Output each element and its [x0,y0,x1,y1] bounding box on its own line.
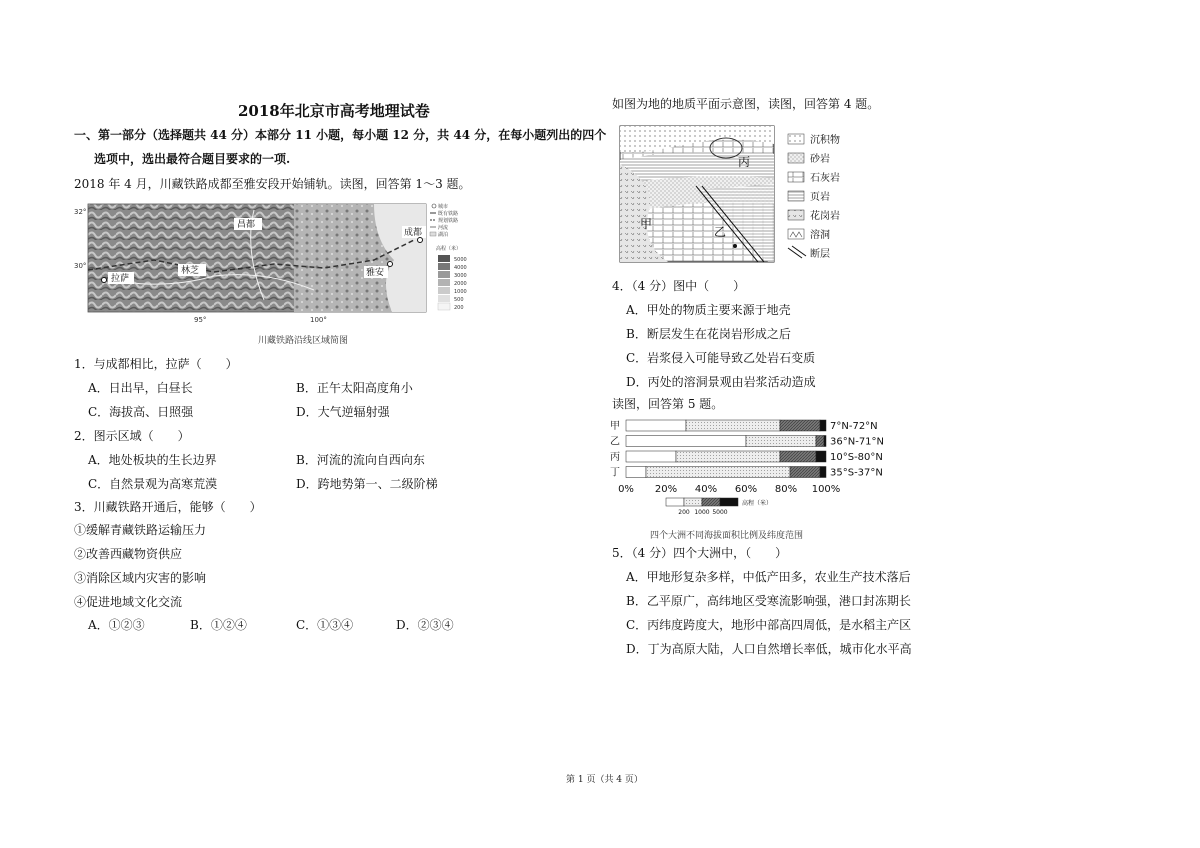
chart-caption: 四个大洲不同海拔面积比例及纬度范围 [650,531,804,541]
q3-statement-3: ③消除区域内灾害的影响 [74,571,207,585]
place-linzhi: 林芝 [181,266,200,276]
q2-option-d: D．跨地势第一、二级阶梯 [296,477,438,491]
geo-legend-sandstone: 砂岩 [810,154,830,165]
page-footer: 第 1 页（共 4 页） [566,775,643,785]
page-title: 2018年北京市高考地理试卷 [238,102,430,120]
map-legend-river: 河流 [438,225,449,231]
chart-tick-label: 80% [774,484,798,495]
chart-legend-swatch [666,498,684,506]
elev-legend-500: 500 [454,297,464,303]
lon-label-95: 95° [194,316,207,324]
map-legend-existing-rail: 既有铁路 [438,211,459,217]
q5-stem: 5．（4 分）四个大洲中，（ ） [612,546,788,560]
chart-bar-segment [816,451,826,462]
chart-bar-segment [626,467,646,478]
lon-label-100: 100° [310,316,327,324]
chart-legend-label: 1000 [694,509,710,516]
place-yaan: 雅安 [366,268,385,278]
chart-legend-swatch [702,498,720,506]
intro-q1-3: 2018 年 4 月，川藏铁路成都至雅安段开始铺轨。读图，回答第 1～3 题。 [74,177,471,191]
q1-stem: 1．与成都相比，拉萨（ ） [74,357,238,371]
chart-bar-segment [626,420,686,431]
q4-option-d: D．丙处的溶洞景观由岩浆活动造成 [626,375,816,389]
geo-label-bing: 丙 [738,155,751,169]
q3-statement-2: ②改善西藏物资供应 [74,547,183,561]
chart-tick-label: 20% [654,484,678,495]
lat-label-32: 32° [74,208,87,216]
elev-legend-title: 高程（米） [436,246,462,252]
continent-chart [610,418,890,528]
q1-option-a: A．日出早，白昼长 [88,381,193,395]
chart-tick-label: 100% [811,484,841,495]
q1-option-d: D．大气逆辐射强 [296,405,390,419]
place-changdu: 昌都 [237,220,256,230]
map-legend-city: 城市 [438,204,449,210]
geo-label-jia: 甲 [640,217,653,231]
elev-legend-5000: 5000 [454,257,467,263]
elev-legend-200: 200 [454,305,464,311]
elev-legend-3000: 3000 [454,273,467,279]
chart-category-label: 丁 [610,467,620,479]
place-chengdu: 成都 [404,228,423,238]
chart-tick-label: 40% [694,484,718,495]
chart-legend-label: 5000 [712,509,728,516]
chart-range-label: 36°N-71°N [830,436,885,448]
q4-option-b: B．断层发生在花岗岩形成之后 [626,327,791,341]
chart-tick-label: 0% [618,484,634,495]
chart-legend-swatch [684,498,702,506]
map-legend-lake: 湖泊 [438,232,449,238]
q4-stem: 4．（4 分）图中（ ） [612,279,746,293]
chart-category-label: 甲 [610,421,620,432]
place-lasa: 拉萨 [111,274,130,284]
lat-label-30: 30° [74,262,87,270]
q4-option-a: A．甲处的物质主要来源于地壳 [626,303,791,317]
continent-bar-chart [610,418,890,524]
q5-option-a: A．甲地形复杂多样，中低产田多，农业生产技术落后 [626,570,911,584]
chart-bar-segment [780,420,820,431]
q3-option-a: A．①②③ [88,618,145,632]
q1-option-c: C．海拔高、日照强 [88,405,194,419]
geo-legend-sediment: 沉积物 [810,135,840,146]
section-header-line2: 选项中，选出最符合题目要求的一项. [94,152,291,166]
q3-option-d: D．②③④ [396,618,454,632]
q2-option-a: A．地处板块的生长边界 [88,453,217,467]
chart-range-label: 35°S-37°N [830,467,883,479]
q3-option-b: B．①②④ [190,618,247,632]
railway-map-figure [74,200,474,334]
q5-option-b: B．乙平原广，高纬地区受寒流影响强，港口封冻期长 [626,594,911,608]
map-caption: 川藏铁路沿线区域简图 [258,336,349,346]
chart-legend-label: 200 [678,509,690,516]
q2-stem: 2．图示区域（ ） [74,429,190,443]
geo-legend-limestone: 石灰岩 [810,173,840,184]
chart-bar-segment [686,420,780,431]
geology-figure [618,124,858,270]
chart-range-label: 10°S-80°N [830,452,883,463]
chart-bar-segment [746,436,816,447]
q3-statement-1: ①缓解青藏铁路运输压力 [74,523,207,537]
chart-bar-segment [790,467,820,478]
intro-q5: 读图，回答第 5 题。 [612,397,724,411]
geo-legend-granite: 花岗岩 [810,211,840,222]
chart-tick-label: 60% [734,484,758,495]
chart-category-label: 丙 [610,452,620,463]
chart-bar-segment [626,436,746,447]
chart-bar-segment [676,451,780,462]
map-legend-planned-rail: 规划铁路 [438,218,459,224]
railway-map [74,200,474,330]
geology-legend [788,133,840,260]
q2-option-c: C．自然景观为高寒荒漠 [88,477,218,491]
map-legend [430,203,467,311]
chart-bar-segment [626,451,676,462]
geo-legend-fault: 断层 [810,249,830,260]
q1-option-b: B．正午太阳高度角小 [296,381,413,395]
chart-bar-segment [824,436,826,447]
geo-legend-shale: 页岩 [810,192,830,203]
chart-legend-title: 高程（米） [742,500,773,507]
chart-range-label: 7°N-72°N [830,421,878,432]
q5-option-d: D．丁为高原大陆，人口自然增长率低，城市化水平高 [626,642,912,656]
geo-legend-cave: 溶洞 [810,230,830,241]
q3-option-c: C．①③④ [296,618,354,632]
chart-bar-segment [816,436,824,447]
geo-label-yi: 乙 [714,225,727,239]
elev-legend-4000: 4000 [454,265,467,271]
chart-bar-segment [820,467,826,478]
chart-bar-segment [820,420,826,431]
chart-category-label: 乙 [610,436,620,448]
elev-legend-1000: 1000 [454,289,467,295]
intro-q4: 如图为地的地质平面示意图，读图，回答第 4 题。 [612,97,880,111]
q4-option-c: C．岩浆侵入可能导致乙处岩石变质 [626,351,816,365]
q2-option-b: B．河流的流向自西向东 [296,453,425,467]
q5-option-c: C．丙纬度跨度大，地形中部高四周低，是水稻主产区 [626,618,912,632]
geology-map [618,124,858,266]
chart-legend-swatch [720,498,738,506]
section-header-line1: 一、第一部分（选择题共 44 分）本部分 11 小题，每小题 12 分，共 44 分，在每小题列出的四个 [74,128,607,142]
q3-statement-4: ④促进地域文化交流 [74,595,183,609]
chart-bar-segment [780,451,816,462]
chart-bar-segment [646,467,790,478]
elev-legend-2000: 2000 [454,281,467,287]
q3-stem: 3．川藏铁路开通后，能够（ ） [74,500,262,514]
